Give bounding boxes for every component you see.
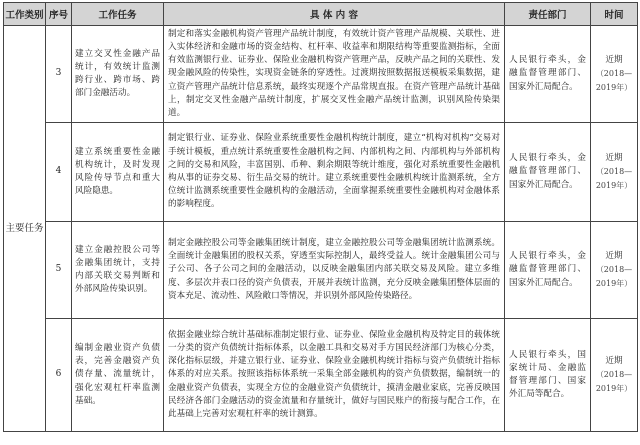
- header-time: 时间: [591, 3, 638, 26]
- time-range: （2018—2019年）: [595, 370, 633, 393]
- table-row: [4, 26, 638, 123]
- dept-cell: 人民银行牵头，金融监督管理部门、国家外汇局配合。: [505, 123, 591, 222]
- content-cell: 制定银行业、证券业、保险业系统重要性金融机构统计制度，建立“机构对机构”交易对手统计模板，重点统计系统重要性金融机构之间、内部机构之间、内部机构与外部机构之间的交易和风险，丰富国别、币种、剩余期限等统计维度，强化对系统重要性金融机构从事的证券交易、衍生品交易的统计。建立系统重要性金融机构统计监测系统，全方位统计监测系统重要性金融机构的金融活动，全面掌握系统重要性金融机构对金融体系的影响程度。: [164, 123, 505, 222]
- table-row: [4, 123, 638, 222]
- table-row: [4, 319, 638, 432]
- header-category: 工作类别: [4, 3, 46, 26]
- header-row: [4, 3, 638, 26]
- tasks-table: [3, 2, 638, 432]
- time-cell: [591, 222, 638, 319]
- content-cell: 依据金融业综合统计基础标准制定银行业、证券业、保险业金融机构及特定目的载体统一分类的资产负债统计指标体系，以金融工具和交易对手方国民经济部门为核心分类，深化指标层级，并建立银行业、证券业、保险业金融机构统计指标与资产负债统计指标体系的对应关系。按照该指标体系统一采集全部金融机构的资产负债数据，编制统一的金融业资产负债表，实现全方位的金融业资产负债统计，摸清金融业家底，完善反映国民经济各部门金融活动的资金流量和存量统计，做好与国民账户的衔接与配合工作，在此基础上完善对宏观杠杆率的统计测算。: [164, 319, 505, 432]
- time-range: （2018—2019年）: [595, 265, 633, 288]
- content-cell: 制定和落实金融机构资产管理产品统计制度，有效统计资产管理产品规模、关联性、进入实体经济和金融市场的资金结构、杠杆率、收益率和期限结构等重要监测指标，全面有效监测银行业、证券业、保险业金融机构资产管理产品，反映产品之间的关联性、发现金融风险的传染性，实现资金链条的穿透性。过渡期按照数据报送模板采集数据，建立资产管理产品统计信息系统，最终实现逐个产品常规直报。在资产管理产品统计基础上，制定交叉性金融产品统计制度，扩展交叉性金融产品统计监测，识别风险传染渠道。: [164, 26, 505, 123]
- time-range: （2018—2019年）: [595, 69, 633, 92]
- time-main: 近期: [605, 153, 623, 164]
- time-cell: [591, 123, 638, 222]
- time-main: 近期: [605, 55, 623, 66]
- time-cell: [591, 319, 638, 432]
- dept-cell: 人民银行牵头，金融监督管理部门、国家外汇局配合。: [505, 222, 591, 319]
- time-main: 近期: [605, 251, 623, 262]
- task-cell: 建立交叉性金融产品统计，有效统计监测跨行业、跨市场、跨部门金融活动。: [72, 26, 164, 123]
- row-number: 4: [46, 123, 72, 222]
- task-cell: 编制金融业资产负债表，完善金融资产负债存量、流量统计，强化宏观杠杆率监测基础。: [72, 319, 164, 432]
- row-number: 3: [46, 26, 72, 123]
- task-cell: 建立系统重要性金融机构统计，及时发现风险传导节点和重大风险隐患。: [72, 123, 164, 222]
- content-cell: 制定金融控股公司等金融集团统计制度，建立金融控股公司等金融集团统计监测系统。全面统计金融集团的股权关系，穿透至实际控制人，最终受益人。统计金融集团公司与子公司、各子公司之间的金融活动，以反映金融集团内部关联交易及风险。建立多维度、多层次并表口径的资产负债表，开展并表统计监测，充分反映金融集团整体层面的资本充足、流动性、风险敞口等情况，并识别外部风险传染路径。: [164, 222, 505, 319]
- dept-cell: 人民银行牵头，国家统计局、金融监督管理部门、国家外汇局等配合。: [505, 319, 591, 432]
- header-task: 工作任务: [72, 3, 164, 26]
- dept-cell: 人民银行牵头，金融监督管理部门、国家外汇局配合。: [505, 26, 591, 123]
- row-number: 5: [46, 222, 72, 319]
- task-cell: 建立金融控股公司等金融集团统计，支持内部关联交易判断和外部风险传染识别。: [72, 222, 164, 319]
- header-content: 具 体 内 容: [164, 3, 505, 26]
- time-main: 近期: [605, 356, 623, 367]
- row-number: 6: [46, 319, 72, 432]
- category-cell: 主要任务: [4, 26, 46, 432]
- time-range: （2018—2019年）: [595, 167, 633, 190]
- header-dept: 责任部门: [505, 3, 591, 26]
- time-cell: [591, 26, 638, 123]
- table-row: [4, 222, 638, 319]
- header-no: 序号: [46, 3, 72, 26]
